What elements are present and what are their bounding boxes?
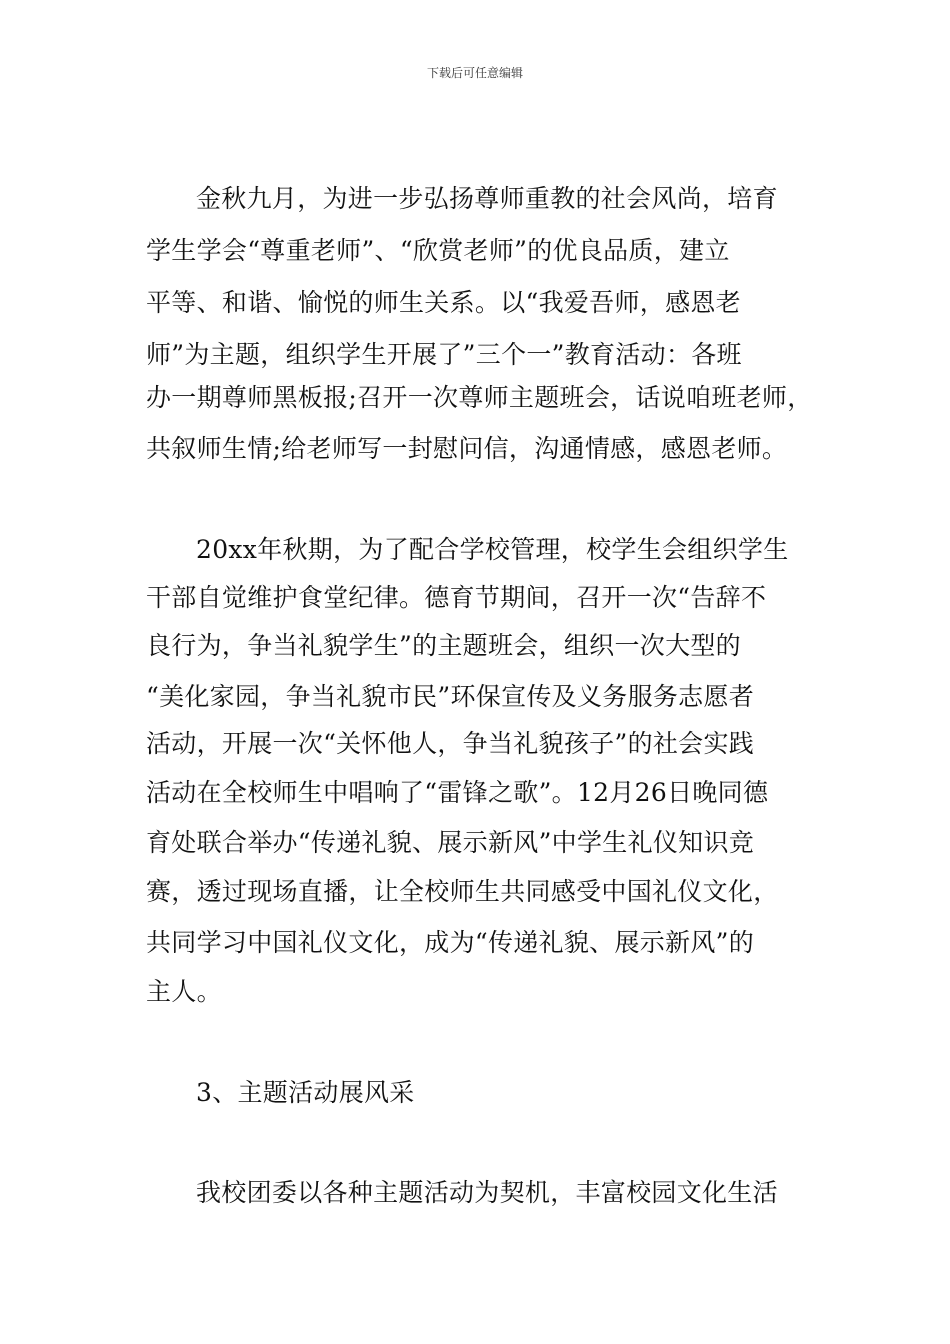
paragraph-2-line-3: 良行为，争当礼貌学生”的主题班会，组织一次大型的 <box>146 631 741 660</box>
paragraph-1-line-4: 师”为主题，组织学生开展了”三个一”教育活动：各班 <box>146 340 742 369</box>
paragraph-2-line-4: “美化家园，争当礼貌市民”环保宣传及义务服务志愿者 <box>146 682 755 711</box>
page-header: 下载后可任意编辑 <box>426 66 523 80</box>
paragraph-2-line-6: 活动在全校师生中唱响了“雷锋之歌”。12月26日晚同德 <box>146 778 769 807</box>
paragraph-2-line-7: 育处联合举办“传递礼貌、展示新风”中学生礼仪知识竞 <box>146 828 755 857</box>
section-heading: 3、主题活动展风采 <box>196 1078 415 1107</box>
paragraph-2-line-8: 赛，透过现场直播，让全校师生共同感受中国礼仪文化， <box>146 877 779 906</box>
paragraph-1-line-3: 平等、和谐、愉悦的师生关系。以“我爱吾师，感恩老 <box>146 288 741 317</box>
paragraph-4-line-1: 我校团委以各种主题活动为契机，丰富校园文化生活 <box>196 1178 778 1207</box>
paragraph-2-line-2: 干部自觉维护食堂纪律。德育节期间，召开一次“告辞不 <box>146 583 767 612</box>
paragraph-2-line-5: 活动，开展一次“关怀他人，争当礼貌孩子”的社会实践 <box>146 729 755 758</box>
paragraph-2-line-9: 共同学习中国礼仪文化，成为“传递礼貌、展示新风”的 <box>146 928 755 957</box>
paragraph-1-line-5: 办一期尊师黑板报;召开一次尊师主题班会，话说咱班老师， <box>146 383 813 412</box>
paragraph-1-line-6: 共叙师生情;给老师写一封慰问信，沟通情感，感恩老师。 <box>146 434 788 463</box>
paragraph-2-line-10: 主人。 <box>146 977 222 1006</box>
paragraph-1-line-1: 金秋九月，为进一步弘扬尊师重教的社会风尚，培育 <box>196 184 778 213</box>
paragraph-1-line-2: 学生学会“尊重老师”、“欣赏老师”的优良品质，建立 <box>146 236 730 265</box>
paragraph-2-line-1: 20xx年秋期，为了配合学校管理，校学生会组织学生 <box>196 535 789 564</box>
